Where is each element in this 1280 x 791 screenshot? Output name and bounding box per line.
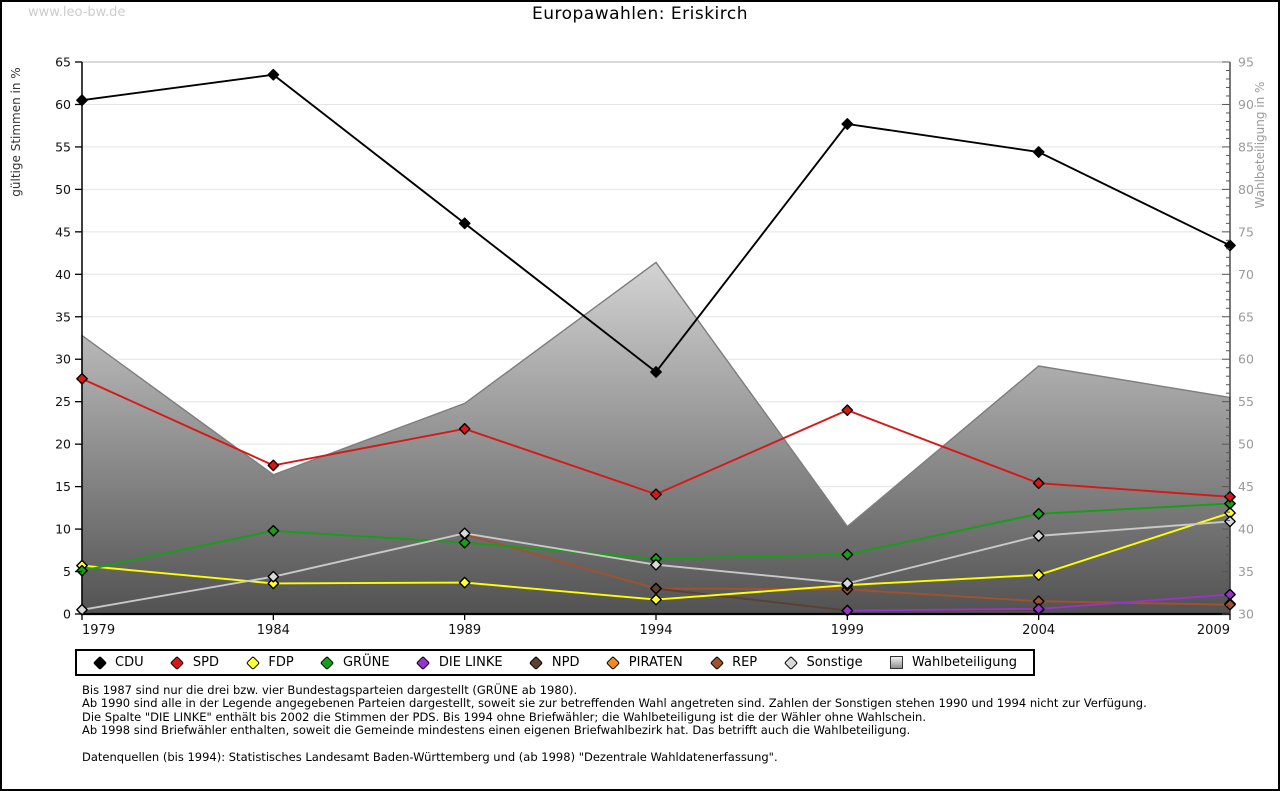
svg-text:55: 55 — [1238, 394, 1254, 410]
svg-text:30: 30 — [55, 351, 71, 367]
legend-item-wahlbeteiligung — [890, 655, 1017, 670]
svg-text:1994: 1994 — [639, 623, 673, 638]
series-diamond-icon — [607, 656, 620, 669]
svg-text:15: 15 — [55, 479, 71, 495]
series-diamond-icon — [93, 656, 106, 669]
svg-text:35: 35 — [55, 309, 71, 325]
svg-text:40: 40 — [55, 266, 71, 282]
legend-item-die-linke — [417, 655, 503, 670]
legend-label: GRÜNE — [342, 655, 390, 670]
legend-item-sonstige — [784, 655, 862, 670]
legend-item-grüne — [321, 655, 390, 670]
svg-text:5: 5 — [63, 564, 71, 580]
svg-text:60: 60 — [55, 96, 71, 112]
svg-text:65: 65 — [55, 54, 71, 70]
svg-text:75: 75 — [1238, 224, 1254, 240]
legend-label: DIE LINKE — [438, 655, 503, 670]
legend-label: REP — [732, 655, 758, 670]
svg-text:65: 65 — [1238, 309, 1254, 325]
legend-item-npd — [530, 655, 580, 670]
svg-text:50: 50 — [55, 181, 71, 197]
data-source-line: Datenquellen (bis 1994): Statistisches Landesamt Baden-Württemberg und (ab 1998) "Dezentrale Wahldatenerfassung". — [82, 749, 778, 764]
series-diamond-icon — [321, 656, 334, 669]
svg-text:gültige Stimmen in %: gültige Stimmen in % — [9, 67, 23, 197]
series-diamond-icon — [784, 656, 797, 669]
legend-label: NPD — [551, 655, 580, 670]
svg-text:45: 45 — [1238, 479, 1254, 495]
svg-text:Wahlbeteiligung in %: Wahlbeteiligung in % — [1253, 81, 1267, 209]
legend-item-spd — [171, 655, 219, 670]
svg-text:1979: 1979 — [82, 623, 116, 638]
svg-text:10: 10 — [55, 521, 71, 537]
series-diamond-icon — [246, 656, 259, 669]
series-diamond-icon — [710, 656, 723, 669]
svg-text:0: 0 — [63, 606, 71, 622]
svg-text:90: 90 — [1238, 96, 1254, 112]
footnote-line: Ab 1998 sind Briefwähler enthalten, soweit die Gemeinde mindestens einen eigenen Briefwahlbezirk hat. Das betrifft auch die Wahlbeteiligung. — [82, 723, 911, 738]
legend-label: Sonstige — [806, 655, 863, 670]
svg-text:1989: 1989 — [448, 623, 482, 638]
legend-item-cdu — [93, 655, 144, 670]
chart-legend — [75, 649, 1035, 676]
legend-item-fdp — [246, 655, 293, 670]
legend-label: CDU — [115, 655, 144, 670]
svg-text:55: 55 — [55, 139, 71, 155]
svg-text:95: 95 — [1238, 54, 1254, 70]
chart-footnotes — [82, 684, 1232, 764]
svg-text:40: 40 — [1238, 521, 1254, 537]
turnout-square-icon — [890, 656, 903, 669]
legend-item-rep — [710, 655, 757, 670]
svg-text:2009: 2009 — [1196, 623, 1230, 638]
legend-item-piraten — [607, 655, 683, 670]
chart-title: Europawahlen: Eriskirch — [531, 4, 749, 24]
svg-text:25: 25 — [55, 394, 71, 410]
series-diamond-icon — [171, 656, 184, 669]
legend-label: FDP — [268, 655, 294, 670]
legend-label: Wahlbeteiligung — [911, 655, 1017, 670]
watermark-leo-bw: www.leo-bw.de — [28, 5, 126, 20]
footnote-line: Die Spalte "DIE LINKE" enthält bis 2002 die Stimmen der PDS. Bis 1994 ohne Briefwähler; die Wahlbeteiligung ist die der Wähler ohne Wahlschein. — [82, 709, 926, 724]
x-axis — [82, 614, 1230, 638]
series-diamond-icon — [530, 656, 543, 669]
y-axis-left — [9, 55, 82, 622]
series-diamond-icon — [417, 656, 430, 669]
svg-text:70: 70 — [1238, 266, 1254, 282]
svg-text:30: 30 — [1238, 606, 1254, 622]
svg-text:80: 80 — [1238, 181, 1254, 197]
svg-text:1984: 1984 — [256, 623, 290, 638]
footnote-line: Bis 1987 sind nur die drei bzw. vier Bundestagsparteien dargestellt (GRÜNE ab 1980). — [82, 683, 578, 697]
footnote-line: Ab 1990 sind alle in der Legende angegebenen Parteien dargestellt, soweit sie zur betreffenden Wahl angetreten sind. Zahlen der Sonstigen stehen 1990 und 1994 nicht zur Verfügung. — [82, 696, 1147, 711]
legend-label: PIRATEN — [628, 655, 683, 670]
svg-text:60: 60 — [1238, 351, 1254, 367]
svg-text:45: 45 — [55, 224, 71, 240]
svg-text:20: 20 — [55, 436, 71, 452]
legend-label: SPD — [192, 655, 220, 670]
svg-text:50: 50 — [1238, 436, 1254, 452]
svg-text:2004: 2004 — [1022, 623, 1056, 638]
svg-text:1999: 1999 — [830, 623, 864, 638]
svg-text:85: 85 — [1238, 139, 1254, 155]
svg-text:35: 35 — [1238, 564, 1254, 580]
